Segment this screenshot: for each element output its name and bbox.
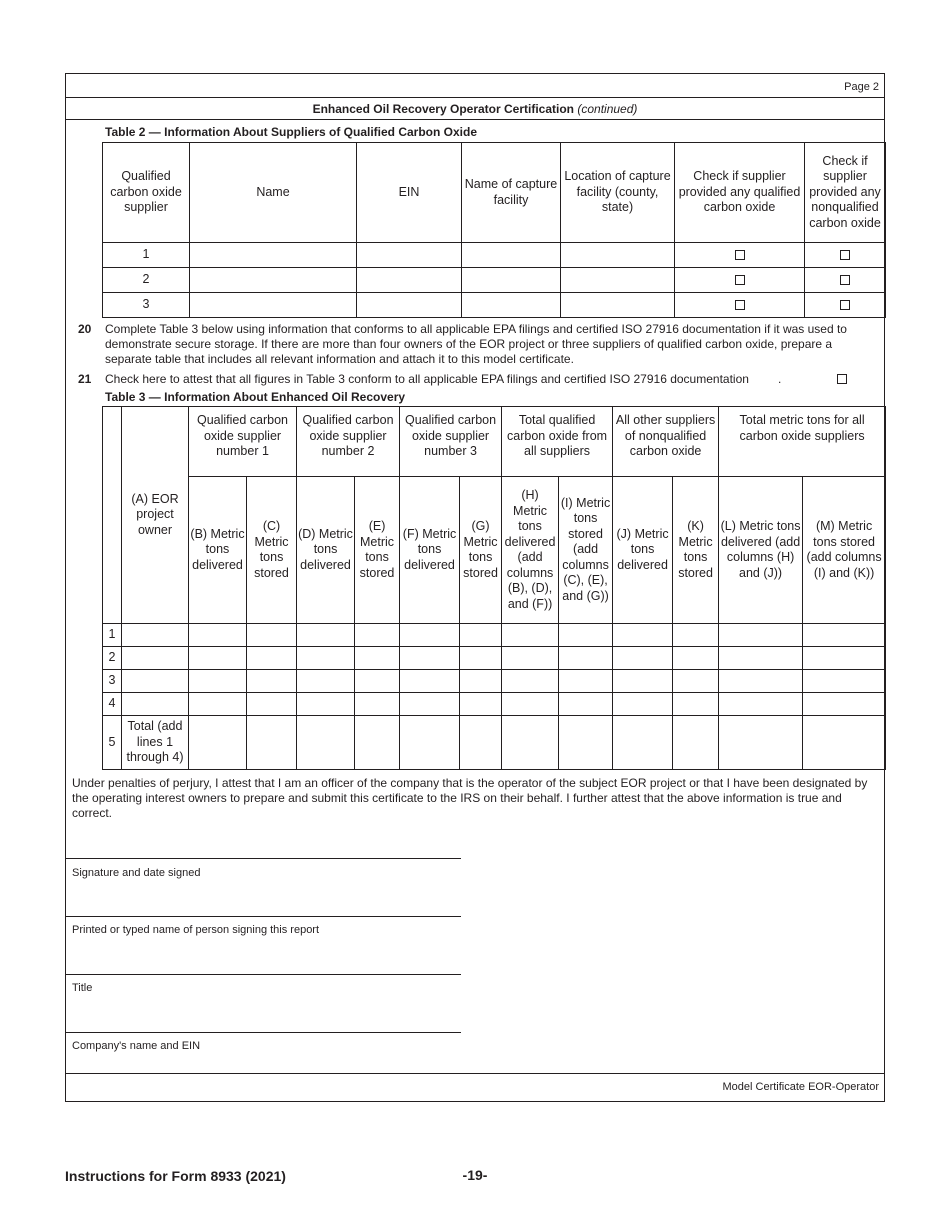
- penalty-statement: Under penalties of perjury, I attest that I am an officer of the company that is the operator of the subject EOR project or that I have been designated by the operating interest owners to prepare and submit this certificate to the IRS on their behalf. I further attest that the above information is true and correct.: [72, 776, 868, 820]
- data-cell[interactable]: [297, 647, 355, 670]
- table2-header: Check if supplier provided any qualified carbon oxide: [675, 143, 805, 243]
- data-cell[interactable]: [355, 693, 400, 716]
- column-header: (A) EOR project owner: [122, 407, 189, 624]
- table3-title: Table 3 — Information About Enhanced Oil Recovery: [105, 390, 406, 404]
- leader-dot: .: [778, 372, 782, 386]
- column-header: (I) Metric tons stored (add columns (C), (E), and (G)): [559, 477, 613, 624]
- column-header: (C) Metric tons stored: [247, 477, 297, 624]
- divider: [65, 1073, 885, 1074]
- supplier-name-cell[interactable]: [190, 293, 357, 318]
- line20-text: Complete Table 3 below using information that conforms to all applicable EPA filings and certified ISO 27916 documentation if it was used to demonstrate secure storage. If there are more than four owners of the EOR project or three suppliers of qualified carbon oxide, prepare a separate table that includes all relevant information and attach it to this model certificate.: [105, 322, 847, 366]
- line20-number: 20: [78, 322, 92, 336]
- column-header: (F) Metric tons delivered: [400, 477, 460, 624]
- supplier-ein-cell[interactable]: [357, 268, 462, 293]
- company-label: Company's name and EIN: [72, 1040, 201, 1052]
- table2-header: Location of capture facility (county, state): [561, 143, 675, 243]
- data-cell[interactable]: [803, 647, 886, 670]
- capture-facility-cell[interactable]: [462, 293, 561, 318]
- data-cell[interactable]: [460, 624, 502, 647]
- row-number: 4: [103, 693, 122, 716]
- capture-location-cell[interactable]: [561, 243, 675, 268]
- signature-label: Signature and date signed: [72, 867, 201, 879]
- form-title-suffix: (continued): [577, 102, 638, 116]
- row-number: 1: [103, 624, 122, 647]
- data-cell[interactable]: [803, 624, 886, 647]
- data-cell[interactable]: [613, 624, 673, 647]
- data-cell[interactable]: [502, 693, 559, 716]
- data-cell[interactable]: [189, 670, 247, 693]
- table2-header: EIN: [357, 143, 462, 243]
- data-cell[interactable]: [803, 693, 886, 716]
- group-header: Total qualified carbon oxide from all suppliers: [502, 407, 613, 477]
- form-footer: Model Certificate EOR-Operator: [722, 1081, 879, 1093]
- printed-name-line[interactable]: [65, 916, 461, 917]
- data-cell[interactable]: [559, 670, 613, 693]
- data-cell[interactable]: [355, 647, 400, 670]
- data-cell[interactable]: [673, 693, 719, 716]
- data-cell[interactable]: [460, 647, 502, 670]
- nonqualified-checkbox[interactable]: [840, 275, 850, 285]
- title-label: Title: [72, 982, 93, 994]
- data-cell[interactable]: [460, 693, 502, 716]
- column-header: (E) Metric tons stored: [355, 477, 400, 624]
- data-cell[interactable]: [502, 670, 559, 693]
- column-header: (B) Metric tons delivered: [189, 477, 247, 624]
- nonqualified-checkbox[interactable]: [840, 300, 850, 310]
- signature-line[interactable]: [65, 858, 461, 859]
- qualified-check-cell: [675, 293, 805, 318]
- data-cell[interactable]: [803, 670, 886, 693]
- data-cell[interactable]: [297, 670, 355, 693]
- divider: [65, 97, 885, 98]
- data-cell[interactable]: [502, 647, 559, 670]
- data-cell[interactable]: [719, 624, 803, 647]
- data-cell[interactable]: [673, 624, 719, 647]
- table3-row: [103, 624, 886, 647]
- data-cell[interactable]: [613, 716, 673, 770]
- data-cell[interactable]: [247, 624, 297, 647]
- data-cell[interactable]: [122, 647, 189, 670]
- data-cell[interactable]: [297, 716, 355, 770]
- table3-row: [103, 670, 886, 693]
- data-cell[interactable]: [247, 716, 297, 770]
- data-cell[interactable]: [189, 693, 247, 716]
- table2-header: Name of capture facility: [462, 143, 561, 243]
- row-number: 5: [103, 716, 122, 770]
- table2-row-number: 1: [103, 243, 190, 268]
- table2-header: Check if supplier provided any nonqualified carbon oxide: [805, 143, 886, 243]
- data-cell[interactable]: [355, 670, 400, 693]
- data-cell[interactable]: [673, 716, 719, 770]
- data-cell[interactable]: [559, 693, 613, 716]
- table2-header: Qualified carbon oxide supplier: [103, 143, 190, 243]
- qualified-checkbox[interactable]: [735, 250, 745, 260]
- line21-number: 21: [78, 372, 92, 386]
- data-cell[interactable]: [460, 716, 502, 770]
- group-header: Qualified carbon oxide supplier number 3: [400, 407, 502, 477]
- data-cell[interactable]: [559, 716, 613, 770]
- data-cell[interactable]: [247, 670, 297, 693]
- data-cell[interactable]: [189, 716, 247, 770]
- column-header: (L) Metric tons delivered (add columns (H) and (J)): [719, 477, 803, 624]
- data-cell[interactable]: [189, 624, 247, 647]
- table2-row-number: 2: [103, 268, 190, 293]
- nonqualified-check-cell: [805, 293, 886, 318]
- line21-text: Check here to attest that all figures in Table 3 conform to all applicable EPA filings and certified ISO 27916 documentation: [105, 372, 749, 386]
- qualified-checkbox[interactable]: [735, 300, 745, 310]
- data-cell[interactable]: [613, 693, 673, 716]
- column-header: (J) Metric tons delivered: [613, 477, 673, 624]
- data-cell[interactable]: [613, 647, 673, 670]
- qualified-checkbox[interactable]: [735, 275, 745, 285]
- column-header: (H) Metric tons delivered (add columns (B), (D), and (F)): [502, 477, 559, 624]
- page-footer-left: Instructions for Form 8933 (2021): [65, 1168, 286, 1184]
- capture-facility-cell[interactable]: [462, 268, 561, 293]
- data-cell[interactable]: [719, 670, 803, 693]
- nonqualified-check-cell: [805, 243, 886, 268]
- data-cell[interactable]: [247, 693, 297, 716]
- form-title: [65, 102, 885, 117]
- column-header: (K) Metric tons stored: [673, 477, 719, 624]
- table2: [102, 142, 886, 318]
- row-number: 3: [103, 670, 122, 693]
- group-header: Qualified carbon oxide supplier number 1: [189, 407, 297, 477]
- divider: [65, 119, 885, 120]
- data-cell[interactable]: [400, 624, 460, 647]
- data-cell[interactable]: [400, 647, 460, 670]
- page-number: -19-: [462, 1167, 488, 1183]
- data-cell[interactable]: [719, 716, 803, 770]
- table2-row-number: 3: [103, 293, 190, 318]
- nonqualified-checkbox[interactable]: [840, 250, 850, 260]
- supplier-name-cell[interactable]: [190, 243, 357, 268]
- printed-name-label: Printed or typed name of person signing this report: [72, 924, 320, 936]
- data-cell[interactable]: [559, 647, 613, 670]
- column-header: (M) Metric tons stored (add columns (I) and (K)): [803, 477, 886, 624]
- table2-title: Table 2 — Information About Suppliers of Qualified Carbon Oxide: [105, 125, 478, 139]
- total-label: Total (add lines 1 through 4): [122, 716, 189, 770]
- row-number: 2: [103, 647, 122, 670]
- data-cell[interactable]: [719, 647, 803, 670]
- page-label: Page 2: [844, 81, 879, 93]
- data-cell[interactable]: [613, 670, 673, 693]
- company-line[interactable]: [65, 1032, 461, 1033]
- table3: [102, 406, 886, 770]
- row-number-column: [103, 407, 122, 624]
- data-cell[interactable]: [247, 647, 297, 670]
- title-line[interactable]: [65, 974, 461, 975]
- data-cell[interactable]: [400, 670, 460, 693]
- supplier-ein-cell[interactable]: [357, 243, 462, 268]
- nonqualified-check-cell: [805, 268, 886, 293]
- supplier-name-cell[interactable]: [190, 268, 357, 293]
- qualified-check-cell: [675, 268, 805, 293]
- data-cell[interactable]: [400, 693, 460, 716]
- data-cell[interactable]: [502, 624, 559, 647]
- data-cell[interactable]: [189, 647, 247, 670]
- column-header: (G) Metric tons stored: [460, 477, 502, 624]
- group-header: All other suppliers of nonqualified carbon oxide: [613, 407, 719, 477]
- data-cell[interactable]: [122, 670, 189, 693]
- table3-row: [103, 647, 886, 670]
- supplier-ein-cell[interactable]: [357, 293, 462, 318]
- capture-facility-cell[interactable]: [462, 243, 561, 268]
- table2-header: Name: [190, 143, 357, 243]
- data-cell[interactable]: [559, 624, 613, 647]
- form-title-text: Enhanced Oil Recovery Operator Certification: [312, 102, 574, 116]
- data-cell[interactable]: [297, 624, 355, 647]
- qualified-check-cell: [675, 243, 805, 268]
- data-cell[interactable]: [673, 670, 719, 693]
- capture-location-cell[interactable]: [561, 268, 675, 293]
- capture-location-cell[interactable]: [561, 293, 675, 318]
- data-cell[interactable]: [719, 693, 803, 716]
- data-cell[interactable]: [400, 716, 460, 770]
- attest-checkbox[interactable]: [837, 374, 847, 384]
- data-cell[interactable]: [502, 716, 559, 770]
- data-cell[interactable]: [122, 693, 189, 716]
- group-header: Qualified carbon oxide supplier number 2: [297, 407, 400, 477]
- data-cell[interactable]: [355, 716, 400, 770]
- data-cell[interactable]: [122, 624, 189, 647]
- data-cell[interactable]: [673, 647, 719, 670]
- table3-row: [103, 693, 886, 716]
- data-cell[interactable]: [355, 624, 400, 647]
- data-cell[interactable]: [460, 670, 502, 693]
- column-header: (D) Metric tons delivered: [297, 477, 355, 624]
- table3-total-row: [103, 716, 886, 770]
- group-header: Total metric tons for all carbon oxide suppliers: [719, 407, 886, 477]
- data-cell[interactable]: [297, 693, 355, 716]
- data-cell[interactable]: [803, 716, 886, 770]
